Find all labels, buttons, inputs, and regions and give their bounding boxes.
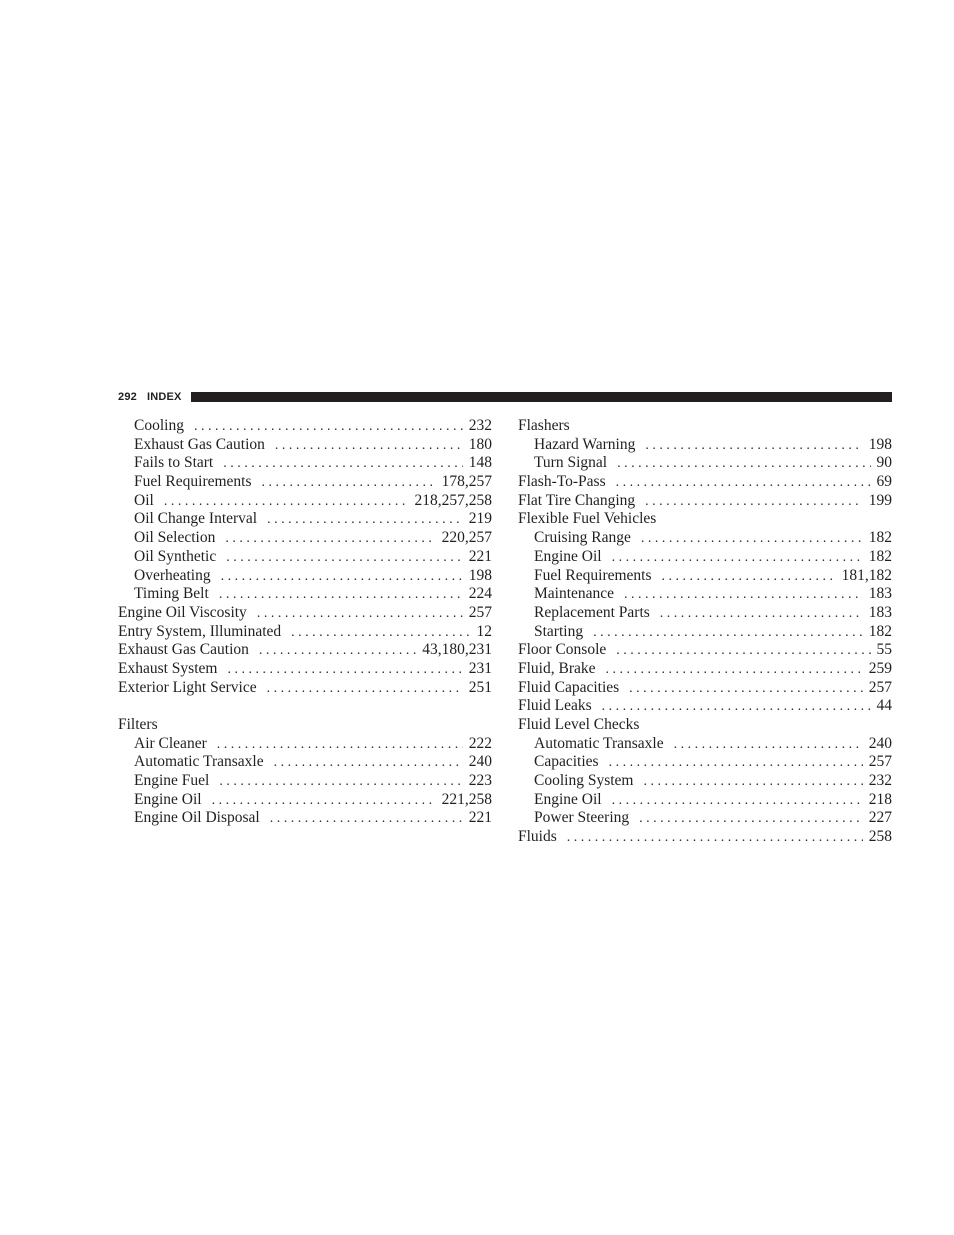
index-entry-label: Fluid Capacities	[518, 678, 620, 696]
index-entry-pages: 221	[468, 547, 492, 565]
index-entry	[118, 585, 492, 604]
index-entry-label: Engine Oil Disposal	[134, 809, 260, 827]
dot-leader	[212, 792, 436, 811]
index-entry-pages: 218	[868, 790, 892, 808]
dot-leader	[629, 680, 863, 699]
index-entry	[518, 809, 892, 828]
index-entry	[118, 436, 492, 455]
index-entry-label: Flexible Fuel Vehicles	[518, 510, 657, 528]
index-entry-pages: 219	[468, 510, 492, 528]
index-entry-label: Flat Tire Changing	[518, 491, 636, 509]
dot-leader	[645, 437, 862, 456]
dot-leader	[223, 455, 463, 474]
index-heading	[518, 510, 892, 529]
index-entry	[518, 828, 892, 847]
index-entry	[118, 473, 492, 492]
index-entry	[118, 454, 492, 473]
dot-leader	[624, 586, 863, 605]
index-entry-pages: 222	[468, 734, 492, 752]
dot-leader	[227, 661, 462, 680]
index-entry-label: Starting	[534, 622, 584, 640]
dot-leader	[593, 624, 863, 643]
index-entry-label: Engine Oil Viscosity	[118, 603, 247, 621]
index-entry-pages: 182	[868, 547, 892, 565]
index-entry	[118, 567, 492, 586]
page-header	[118, 390, 892, 404]
dot-leader	[616, 474, 871, 493]
index-entry-label: Flashers	[518, 417, 570, 434]
index-entry-pages: 240	[868, 734, 892, 752]
index-entry	[518, 791, 892, 810]
index-entry-pages: 199	[868, 491, 892, 509]
index-entry-pages: 223	[468, 772, 492, 790]
index-entry-label: Exhaust System	[118, 659, 218, 677]
dot-leader	[226, 549, 463, 568]
index-heading	[518, 716, 892, 735]
index-entry-pages: 218,257,258	[414, 491, 492, 509]
dot-leader	[612, 792, 863, 811]
dot-leader	[612, 549, 863, 568]
index-entry-label: Overheating	[134, 566, 211, 584]
index-entry	[118, 641, 492, 660]
index-entry-pages: 257	[868, 678, 892, 696]
index-entry	[118, 753, 492, 772]
index-entry-pages: 183	[868, 585, 892, 603]
dot-leader	[217, 736, 463, 755]
dot-leader	[225, 530, 435, 549]
dot-leader	[270, 810, 463, 829]
index-entry	[118, 735, 492, 754]
dot-leader	[639, 810, 863, 829]
index-entry	[118, 791, 492, 810]
index-entry-label: Cooling System	[534, 772, 634, 790]
index-entry-pages: 240	[468, 753, 492, 771]
index-entry-label: Cruising Range	[534, 529, 631, 547]
index-entry-label: Automatic Transaxle	[134, 753, 264, 771]
index-entry	[118, 772, 492, 791]
index-entry-pages: 182	[868, 529, 892, 547]
section-title: INDEX	[146, 391, 182, 403]
index-entry-pages: 12	[476, 622, 492, 640]
index-entry	[518, 660, 892, 679]
dot-leader	[194, 418, 463, 437]
index-entry-label: Floor Console	[518, 641, 607, 659]
dot-leader	[662, 568, 836, 587]
index-entry-label: Oil	[134, 491, 154, 509]
index-entry-pages: 43,180,231	[422, 641, 492, 659]
index-entry-label: Fuel Requirements	[134, 473, 252, 491]
index-entry	[518, 492, 892, 511]
index-entry	[518, 697, 892, 716]
index-entry-pages: 69	[876, 473, 892, 491]
index-entry-label: Fails to Start	[134, 454, 214, 472]
index-entry-pages: 224	[468, 585, 492, 603]
index-entry-label: Fluid Leaks	[518, 697, 592, 715]
dot-leader	[274, 754, 463, 773]
index-entry	[518, 567, 892, 586]
index-column-left	[118, 417, 492, 828]
index-entry	[118, 510, 492, 529]
index-entry-label: Exterior Light Service	[118, 678, 257, 696]
index-entry-pages: 220,257	[441, 529, 492, 547]
index-column-right	[518, 417, 892, 847]
dot-leader	[219, 773, 462, 792]
index-entry	[518, 436, 892, 455]
dot-leader	[617, 455, 870, 474]
index-entry-label: Capacities	[534, 753, 599, 771]
index-entry	[518, 585, 892, 604]
index-entry-pages: 182	[868, 622, 892, 640]
index-entry-label: Oil Change Interval	[134, 510, 258, 528]
index-entry	[118, 548, 492, 567]
index-entry-pages: 181,182	[841, 566, 892, 584]
index-entry-label: Flash-To-Pass	[518, 473, 606, 491]
index-entry-pages: 148	[468, 454, 492, 472]
index-entry-pages: 198	[468, 566, 492, 584]
index-heading	[118, 716, 492, 735]
dot-leader	[291, 624, 470, 643]
index-entry-label: Hazard Warning	[534, 435, 636, 453]
index-entry-label: Air Cleaner	[134, 734, 207, 752]
dot-leader	[219, 586, 463, 605]
dot-leader	[643, 773, 862, 792]
index-entry-label: Automatic Transaxle	[534, 734, 664, 752]
index-entry-pages: 44	[876, 697, 892, 715]
index-entry-pages: 90	[876, 454, 892, 472]
index-entry-pages: 198	[868, 435, 892, 453]
index-entry-label: Engine Oil	[534, 547, 602, 565]
dot-leader	[221, 568, 463, 587]
dot-leader	[257, 605, 463, 624]
index-entry-pages: 257	[468, 603, 492, 621]
dot-leader	[164, 493, 409, 512]
dot-leader	[660, 605, 863, 624]
index-entry	[118, 529, 492, 548]
index-entry-label: Turn Signal	[534, 454, 608, 472]
index-entry-label: Maintenance	[534, 585, 615, 603]
dot-leader	[616, 642, 870, 661]
index-entry	[118, 623, 492, 642]
index-entry-pages: 221,258	[441, 790, 492, 808]
index-entry	[518, 529, 892, 548]
dot-leader	[606, 661, 863, 680]
index-entry	[518, 641, 892, 660]
index-entry-pages: 55	[876, 641, 892, 659]
index-entry	[118, 660, 492, 679]
index-entry-label: Exhaust Gas Caution	[118, 641, 249, 659]
header-rule	[191, 392, 892, 402]
index-entry-label: Cooling	[134, 417, 184, 434]
dot-leader	[267, 511, 463, 530]
index-entry	[518, 454, 892, 473]
index-entry-label: Timing Belt	[134, 585, 209, 603]
index-entry-pages: 178,257	[441, 473, 492, 491]
index-entry-pages: 221	[468, 809, 492, 827]
index-entry	[118, 417, 492, 436]
index-entry	[518, 753, 892, 772]
index-entry-label: Fluids	[518, 828, 557, 846]
index-entry-pages: 257	[868, 753, 892, 771]
index-entry-label: Filters	[118, 716, 158, 733]
index-entry	[118, 809, 492, 828]
index-entry-pages: 232	[468, 417, 492, 434]
dot-leader	[262, 474, 436, 493]
index-entry-pages: 227	[868, 809, 892, 827]
index-entry	[518, 735, 892, 754]
index-entry	[518, 604, 892, 623]
index-entry-pages: 251	[468, 678, 492, 696]
index-entry	[518, 623, 892, 642]
dot-leader	[609, 754, 863, 773]
index-entry	[518, 548, 892, 567]
index-entry-pages: 232	[868, 772, 892, 790]
index-heading	[518, 417, 892, 436]
index-entry	[518, 473, 892, 492]
index-entry-pages: 180	[468, 435, 492, 453]
index-entry-label: Replacement Parts	[534, 603, 650, 621]
index-entry-pages: 183	[868, 603, 892, 621]
index-entry	[118, 492, 492, 511]
index-entry-label: Engine Oil	[134, 790, 202, 808]
dot-leader	[645, 493, 863, 512]
index-entry-pages: 259	[868, 659, 892, 677]
dot-leader	[567, 829, 863, 848]
index-entry-label: Oil Synthetic	[134, 547, 217, 565]
index-entry-label: Engine Fuel	[134, 772, 210, 790]
index-entry-label: Power Steering	[534, 809, 630, 827]
index-entry-label: Fuel Requirements	[534, 566, 652, 584]
page-number: 292	[118, 391, 137, 403]
index-entry-label: Oil Selection	[134, 529, 216, 547]
index-entry-pages: 258	[868, 828, 892, 846]
dot-leader	[602, 698, 871, 717]
index-entry	[118, 604, 492, 623]
index-entry-label: Fluid Level Checks	[518, 716, 640, 733]
dot-leader	[259, 642, 416, 661]
index-entry-label: Entry System, Illuminated	[118, 622, 282, 640]
index-entry-label: Fluid, Brake	[518, 659, 596, 677]
index-entry	[518, 679, 892, 698]
index-entry-label: Engine Oil	[534, 790, 602, 808]
index-entry-label: Exhaust Gas Caution	[134, 435, 265, 453]
dot-leader	[674, 736, 863, 755]
dot-leader	[275, 437, 463, 456]
index-entry	[518, 772, 892, 791]
index-entry	[118, 679, 492, 698]
dot-leader	[267, 680, 463, 699]
dot-leader	[641, 530, 863, 549]
index-entry-pages: 231	[468, 659, 492, 677]
